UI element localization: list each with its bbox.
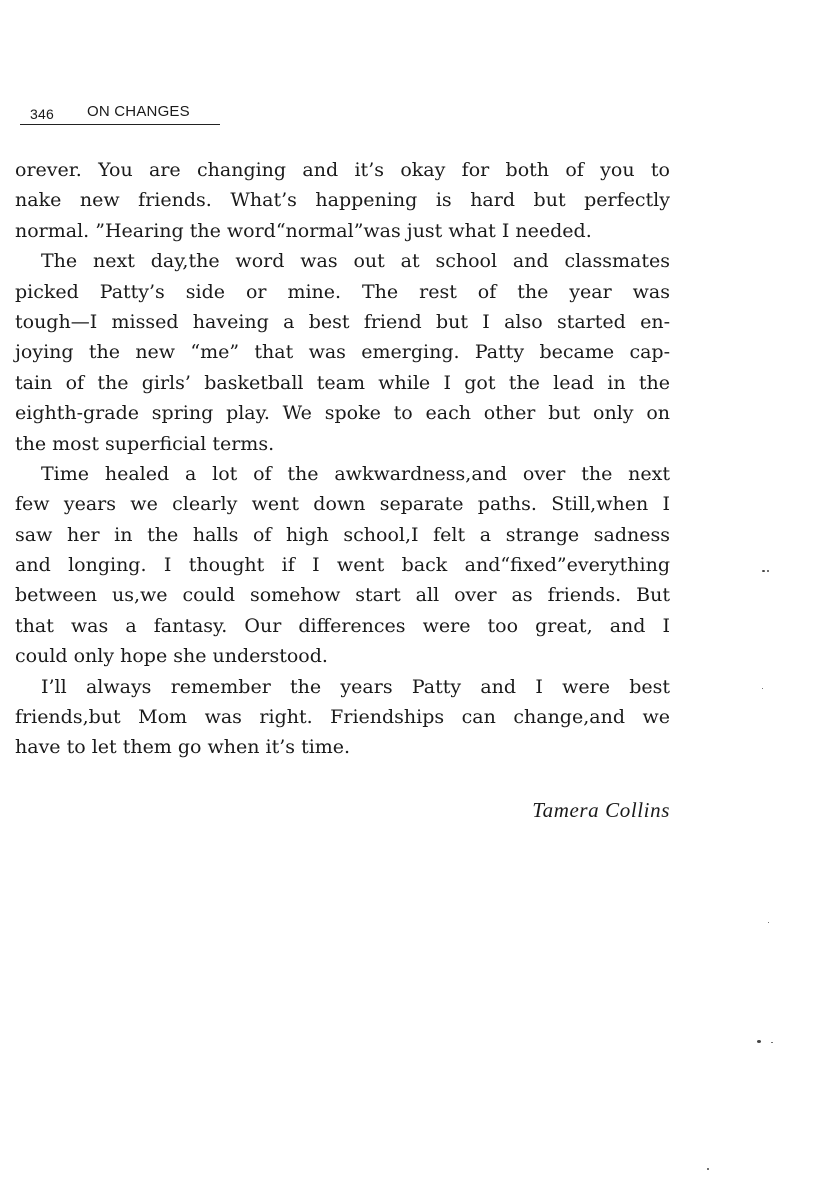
text-line: could only hope she understood. bbox=[15, 645, 328, 668]
scan-speck bbox=[707, 1168, 709, 1170]
scan-speck bbox=[767, 570, 769, 572]
text-line: saw her in the halls of high school,I felt a strange sadness bbox=[15, 523, 670, 546]
scan-speck bbox=[757, 1040, 761, 1043]
text-line: and longing. I thought if I went back and“fixed”everything bbox=[15, 554, 670, 577]
text-line: friends,but Mom was right. Friendships can change,and we bbox=[15, 706, 670, 729]
scan-speck bbox=[762, 570, 765, 572]
scan-speck bbox=[768, 922, 769, 923]
running-header bbox=[20, 102, 220, 125]
text-line: The next day,the word was out at school and classmates bbox=[41, 250, 670, 273]
text-line: joying the new “me” that was emerging. Patty became cap- bbox=[15, 341, 670, 364]
text-line: orever. You are changing and it’s okay for both of you to bbox=[15, 159, 670, 181]
text-line: nake new friends. What’s happening is hard but perfectly bbox=[15, 189, 670, 212]
scan-speck bbox=[762, 688, 763, 689]
text-line: picked Patty’s side or mine. The rest of the year was bbox=[15, 280, 670, 303]
text-line: that was a fantasy. Our differences were too great, and I bbox=[15, 614, 670, 637]
text-line: between us,we could somehow start all over as friends. But bbox=[15, 584, 670, 607]
text-line: tain of the girls’ basketball team while I got the lead in the bbox=[15, 371, 670, 394]
text-line: normal. ”Hearing the word“normal”was just what I needed. bbox=[15, 219, 592, 242]
scan-speck bbox=[771, 1042, 773, 1043]
text-line: Time healed a lot of the awkwardness,and over the next bbox=[41, 462, 670, 485]
running-title: ON CHANGES bbox=[87, 103, 190, 120]
text-line: the most superficial terms. bbox=[15, 432, 275, 455]
text-line: eighth-grade spring play. We spoke to each other but only on bbox=[15, 402, 670, 425]
body-text bbox=[15, 155, 670, 763]
author-signature: Tamera Collins bbox=[532, 798, 670, 822]
text-line: I’ll always remember the years Patty and I were best bbox=[41, 675, 670, 698]
text-line: few years we clearly went down separate paths. Still,when I bbox=[15, 493, 670, 516]
page-number: 346 bbox=[30, 106, 54, 122]
text-line: have to let them go when it’s time. bbox=[15, 736, 351, 759]
text-line: tough—I missed haveing a best friend but I also started en- bbox=[15, 310, 670, 333]
